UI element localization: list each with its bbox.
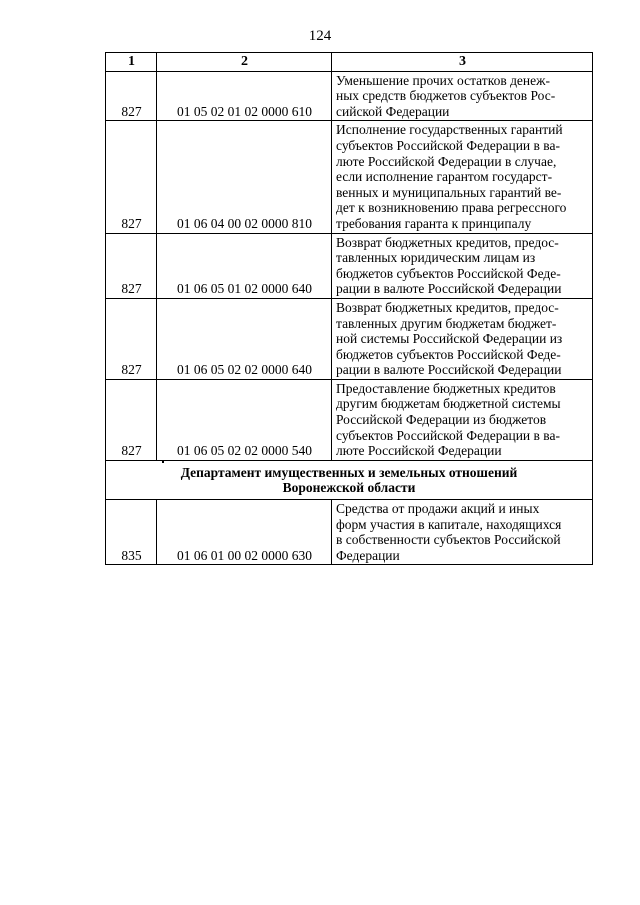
description-cell: Уменьшение прочих остатков денеж- ных средств бюджетов субъектов Рос- сийской Федерации	[332, 71, 593, 121]
classification-code-cell: 01 06 05 02 02 0000 640	[157, 298, 332, 379]
table-row	[106, 121, 593, 233]
description-cell: Возврат бюджетных кредитов, предос- тавленных другим бюджетам бюджет- ной системы Российской Федерации из бюджетов субъектов Российской Феде- рации в валюте Российской Федерации	[332, 298, 593, 379]
classification-code-cell: 01 06 05 01 02 0000 640	[157, 233, 332, 298]
section-header-row	[106, 460, 593, 499]
page-number: 124	[308, 28, 332, 44]
classification-code-cell: 01 06 05 02 02 0000 540	[157, 379, 332, 460]
budget-classification-table	[105, 52, 593, 565]
admin-code-cell: 827	[106, 379, 157, 460]
description-cell: Возврат бюджетных кредитов, предос- тавленных юридическим лицам из бюджетов субъектов Российской Феде- рации в валюте Российской Федерации	[332, 233, 593, 298]
column-header-2: 2	[157, 53, 332, 72]
scan-speck	[162, 461, 164, 463]
table-row	[106, 500, 593, 565]
table-row	[106, 298, 593, 379]
description-cell: Предоставление бюджетных кредитов другим бюджетам бюджетной системы Российской Федерации из бюджетов субъектов Российской Федерации в ва- люте Российской Федерации	[332, 379, 593, 460]
column-header-1: 1	[106, 53, 157, 72]
table-row	[106, 233, 593, 298]
table-row	[106, 71, 593, 121]
admin-code-cell: 827	[106, 298, 157, 379]
classification-code-cell: 01 05 02 01 02 0000 610	[157, 71, 332, 121]
section-title: Департамент имущественных и земельных отношений Воронежской области	[106, 460, 593, 499]
admin-code-cell: 827	[106, 71, 157, 121]
classification-code-cell: 01 06 01 00 02 0000 630	[157, 500, 332, 565]
admin-code-cell: 835	[106, 500, 157, 565]
description-cell: Исполнение государственных гарантий субъектов Российской Федерации в ва- люте Российской Федерации в случае, если исполнение гарантом государст- венных и муниципальных гарантий ве- дет к возникновению права регрессного требования гаранта к принципалу	[332, 121, 593, 233]
classification-code-cell: 01 06 04 00 02 0000 810	[157, 121, 332, 233]
description-cell: Средства от продажи акций и иных форм участия в капитале, находящихся в собственности субъектов Российской Федерации	[332, 500, 593, 565]
table-row	[106, 379, 593, 460]
admin-code-cell: 827	[106, 233, 157, 298]
admin-code-cell: 827	[106, 121, 157, 233]
column-header-3: 3	[332, 53, 593, 72]
table-header-row	[106, 53, 593, 72]
